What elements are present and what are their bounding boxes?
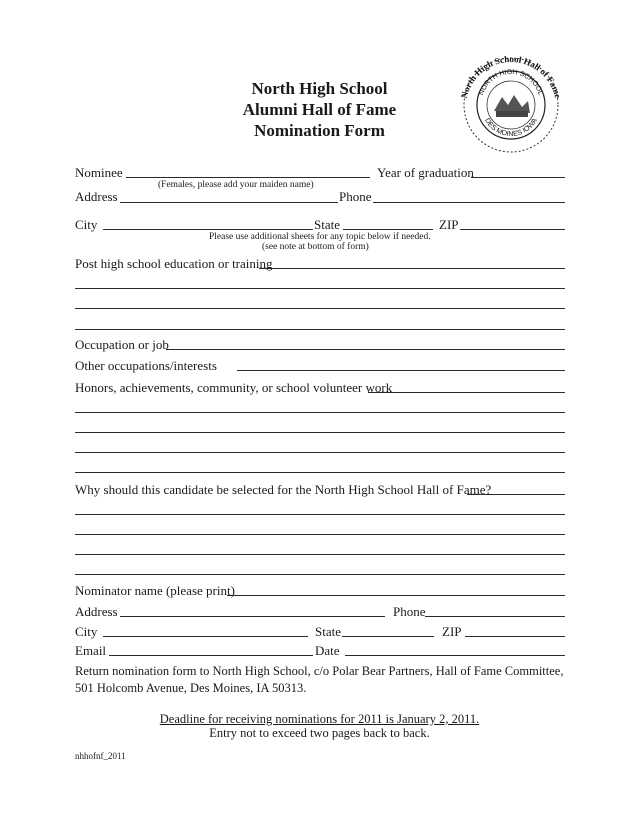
- occupation-line[interactable]: [166, 349, 565, 350]
- nominator-phone-label: Phone: [393, 604, 426, 619]
- nominator-email-line[interactable]: [109, 655, 313, 656]
- page-limit-notice: Entry not to exceed two pages back to back.: [209, 726, 430, 740]
- why-line-3[interactable]: [75, 534, 565, 535]
- city-line[interactable]: [103, 229, 313, 230]
- nominator-date-label: Date: [315, 643, 340, 658]
- honors-line-4[interactable]: [75, 452, 565, 453]
- why-line-2[interactable]: [75, 514, 565, 515]
- phone-line[interactable]: [373, 202, 565, 203]
- nominator-zip-line[interactable]: [465, 636, 565, 637]
- nominator-phone-line[interactable]: [425, 616, 565, 617]
- zip-line[interactable]: [460, 229, 565, 230]
- svg-text:North High School Hall of Fame: [459, 54, 563, 99]
- other-occupations-line[interactable]: [237, 370, 565, 371]
- seal-inner-top: NORTH HIGH SCHOOL: [478, 68, 544, 97]
- year-label: Year of graduation: [377, 165, 474, 180]
- address-label: Address: [75, 189, 118, 204]
- form-title-hall: Alumni Hall of Fame: [242, 100, 397, 119]
- year-line[interactable]: [471, 177, 565, 178]
- form-title-form: Nomination Form: [254, 121, 385, 140]
- why-label: Why should this candidate be selected for the North High School Hall of Fame?: [75, 482, 492, 497]
- see-note: (see note at bottom of form): [262, 242, 369, 252]
- nominator-date-line[interactable]: [345, 655, 565, 656]
- honors-line-3[interactable]: [75, 432, 565, 433]
- maiden-note: (Females, please add your maiden name): [158, 180, 314, 190]
- zip-label: ZIP: [439, 217, 459, 232]
- seal-outer-text: North High School Hall of Fame: [458, 53, 564, 100]
- address-line[interactable]: [120, 202, 338, 203]
- nominee-label: Nominee: [75, 165, 123, 180]
- honors-line-2[interactable]: [75, 412, 565, 413]
- honors-line-5[interactable]: [75, 472, 565, 473]
- honors-label: Honors, achievements, community, or school volunteer work: [75, 380, 393, 395]
- phone-label: Phone: [339, 189, 372, 204]
- education-label: Post high school education or training: [75, 256, 273, 271]
- nominator-name-line[interactable]: [227, 595, 565, 596]
- return-info-line1: Return nomination form to North High School, c/o Polar Bear Partners, Hall of Fame Committee,: [75, 664, 564, 678]
- deadline-text: Deadline for receiving nominations for 2011 is January 2, 2011.: [159, 712, 480, 726]
- seal-inner-bottom: DES MOINES IOWA: [483, 117, 539, 139]
- city-label: City: [75, 217, 98, 232]
- nominator-address-label: Address: [75, 604, 118, 619]
- state-line[interactable]: [343, 229, 433, 230]
- nominator-state-label: State: [315, 624, 341, 639]
- why-line-4[interactable]: [75, 554, 565, 555]
- education-line-4[interactable]: [75, 329, 565, 330]
- nominee-line[interactable]: [126, 177, 370, 178]
- nominator-city-label: City: [75, 624, 98, 639]
- occupation-label: Occupation or job: [75, 337, 169, 352]
- education-line-2[interactable]: [75, 288, 565, 289]
- nominator-zip-label: ZIP: [442, 624, 462, 639]
- hall-of-fame-seal: [452, 45, 570, 157]
- nominator-email-label: Email: [75, 643, 107, 658]
- return-info-line2: 501 Holcomb Avenue, Des Moines, IA 50313.: [75, 681, 307, 695]
- sheets-note: Please use additional sheets for any topic below if needed.: [209, 232, 431, 242]
- honors-line-1[interactable]: [368, 392, 565, 393]
- why-line-5[interactable]: [75, 574, 565, 575]
- svg-text:DES MOINES IOWA: [483, 117, 539, 138]
- nominator-name-label: Nominator name (please print): [75, 583, 235, 598]
- form-code: nhhofnf_2011: [75, 751, 126, 761]
- state-label: State: [314, 217, 340, 232]
- svg-text:NORTH HIGH SCHOOL: [478, 69, 544, 96]
- nominator-city-line[interactable]: [103, 636, 308, 637]
- nominator-state-line[interactable]: [342, 636, 434, 637]
- nominator-address-line[interactable]: [120, 616, 385, 617]
- education-line-1[interactable]: [259, 268, 565, 269]
- why-line-1[interactable]: [467, 494, 565, 495]
- form-title-school: North High School: [251, 79, 388, 98]
- other-occupations-label: Other occupations/interests: [75, 358, 217, 373]
- education-line-3[interactable]: [75, 308, 565, 309]
